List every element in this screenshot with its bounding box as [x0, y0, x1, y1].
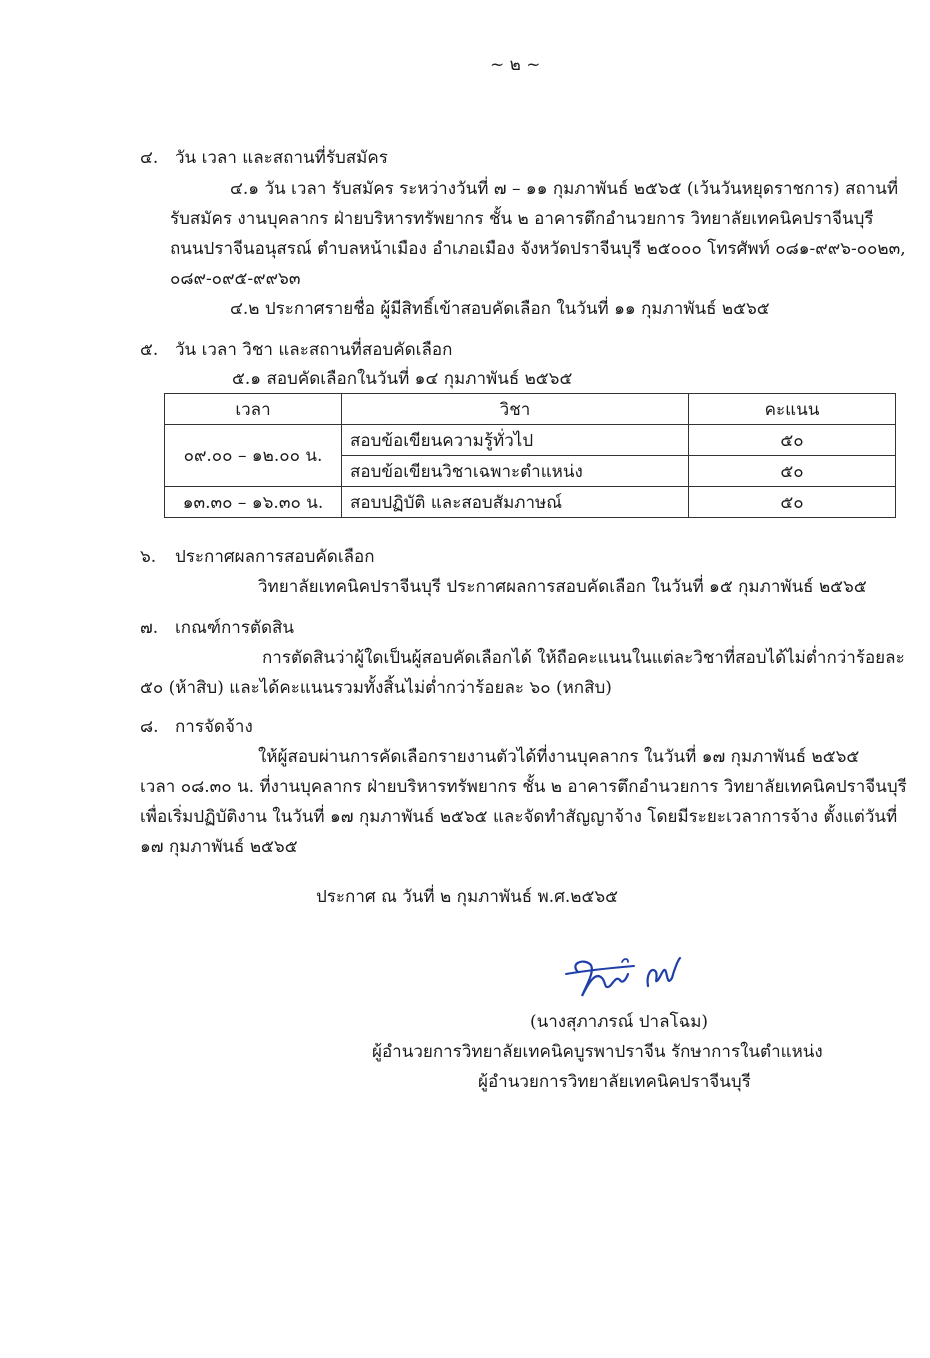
section-5-1: ๕.๑ สอบคัดเลือกในวันที่ ๑๔ กุมภาพันธ์ ๒๕๖๕	[232, 369, 573, 389]
exam-schedule-table	[164, 393, 896, 518]
section-7-number: ๗.	[140, 618, 159, 638]
subject-cell: สอบข้อเขียนวิชาเฉพาะตำแหน่ง	[342, 456, 689, 487]
subject-cell: สอบข้อเขียนความรู้ทั่วไป	[342, 425, 689, 456]
section-4-number: ๔.	[140, 148, 159, 168]
time-cell-afternoon: ๑๓.๓๐ – ๑๖.๓๐ น.	[165, 487, 342, 518]
section-7-title: เกณฑ์การตัดสิน	[175, 618, 295, 638]
table-header-row	[165, 394, 896, 425]
score-cell: ๕๐	[689, 456, 896, 487]
section-7-line-2: ๕๐ (ห้าสิบ) และได้คะแนนรวมทั้งสิ้นไม่ต่ำกว่าร้อยละ ๖๐ (หกสิบ)	[140, 678, 612, 698]
subject-cell: สอบปฏิบัติ และสอบสัมภาษณ์	[342, 487, 689, 518]
handwritten-signature	[560, 950, 690, 1005]
section-4-1-line-1: ๔.๑ วัน เวลา รับสมัคร ระหว่างวันที่ ๗ – ๑๑ กุมภาพันธ์ ๒๕๖๕ (เว้นวันหยุดราชการ) สถานที่	[230, 179, 899, 199]
announcement-date: ประกาศ ณ วันที่ ๒ กุมภาพันธ์ พ.ศ.๒๕๖๕	[316, 887, 619, 907]
section-8-line-3: เพื่อเริ่มปฏิบัติงาน ในวันที่ ๑๗ กุมภาพันธ์ ๒๕๖๕ และจัดทำสัญญาจ้าง โดยมีระยะเวลาการจ้าง ตั้งแต่วันที่	[140, 807, 898, 827]
section-5-title: วัน เวลา วิชา และสถานที่สอบคัดเลือก	[175, 340, 453, 360]
page-number: ~ ๒ ~	[490, 55, 541, 75]
table-row	[165, 487, 896, 518]
signer-position-1: ผู้อำนวยการวิทยาลัยเทคนิคบูรพาปราจีน รักษาการในตำแหน่ง	[372, 1042, 823, 1062]
section-4-title: วัน เวลา และสถานที่รับสมัคร	[175, 148, 388, 168]
header-subject: วิชา	[342, 394, 689, 425]
signer-position-2: ผู้อำนวยการวิทยาลัยเทคนิคปราจีนบุรี	[478, 1072, 751, 1092]
section-6-number: ๖.	[140, 547, 157, 567]
section-6-title: ประกาศผลการสอบคัดเลือก	[175, 547, 375, 567]
table-row	[165, 425, 896, 456]
signer-name: (นางสุภาภรณ์ ปาลโฉม)	[530, 1012, 709, 1032]
header-time: เวลา	[165, 394, 342, 425]
section-8-line-4: ๑๗ กุมภาพันธ์ ๒๕๖๕	[140, 837, 298, 857]
header-score: คะแนน	[689, 394, 896, 425]
section-8-line-2: เวลา ๐๘.๓๐ น. ที่งานบุคลากร ฝ่ายบริหารทรัพยากร ชั้น ๒ อาคารตึกอำนวยการ วิทยาลัยเทคนิคปราจีนบุรี	[140, 777, 907, 797]
score-cell: ๕๐	[689, 487, 896, 518]
score-cell: ๕๐	[689, 425, 896, 456]
time-cell-morning: ๐๙.๐๐ – ๑๒.๐๐ น.	[165, 425, 342, 487]
section-7-line-1: การตัดสินว่าผู้ใดเป็นผู้สอบคัดเลือกได้ ให้ถือคะแนนในแต่ละวิชาที่สอบได้ไม่ต่ำกว่าร้อยละ	[262, 648, 905, 668]
section-4-1-line-4: ๐๘๙-๐๙๕-๙๙๖๓	[170, 269, 301, 289]
section-4-1-line-3: ถนนปราจีนอนุสรณ์ ตำบลหน้าเมือง อำเภอเมือง จังหวัดปราจีนบุรี ๒๕๐๐๐ โทรศัพท์ ๐๘๑-๙๙๖-๐๐๒๓,	[170, 239, 906, 259]
section-5-number: ๕.	[140, 340, 159, 360]
section-4-1-line-2: รับสมัคร งานบุคลากร ฝ่ายบริหารทรัพยากร ชั้น ๒ อาคารตึกอำนวยการ วิทยาลัยเทคนิคปราจีนบุรี	[170, 209, 874, 229]
section-4-2: ๔.๒ ประกาศรายชื่อ ผู้มีสิทธิ์เข้าสอบคัดเลือก ในวันที่ ๑๑ กุมภาพันธ์ ๒๕๖๕	[230, 299, 770, 319]
section-8-number: ๘.	[140, 717, 159, 737]
section-8-line-1: ให้ผู้สอบผ่านการคัดเลือกรายงานตัวได้ที่งานบุคลากร ในวันที่ ๑๗ กุมภาพันธ์ ๒๕๖๕	[258, 747, 860, 767]
section-8-title: การจัดจ้าง	[175, 717, 253, 737]
section-6-body: วิทยาลัยเทคนิคปราจีนบุรี ประกาศผลการสอบคัดเลือก ในวันที่ ๑๕ กุมภาพันธ์ ๒๕๖๕	[258, 577, 867, 597]
